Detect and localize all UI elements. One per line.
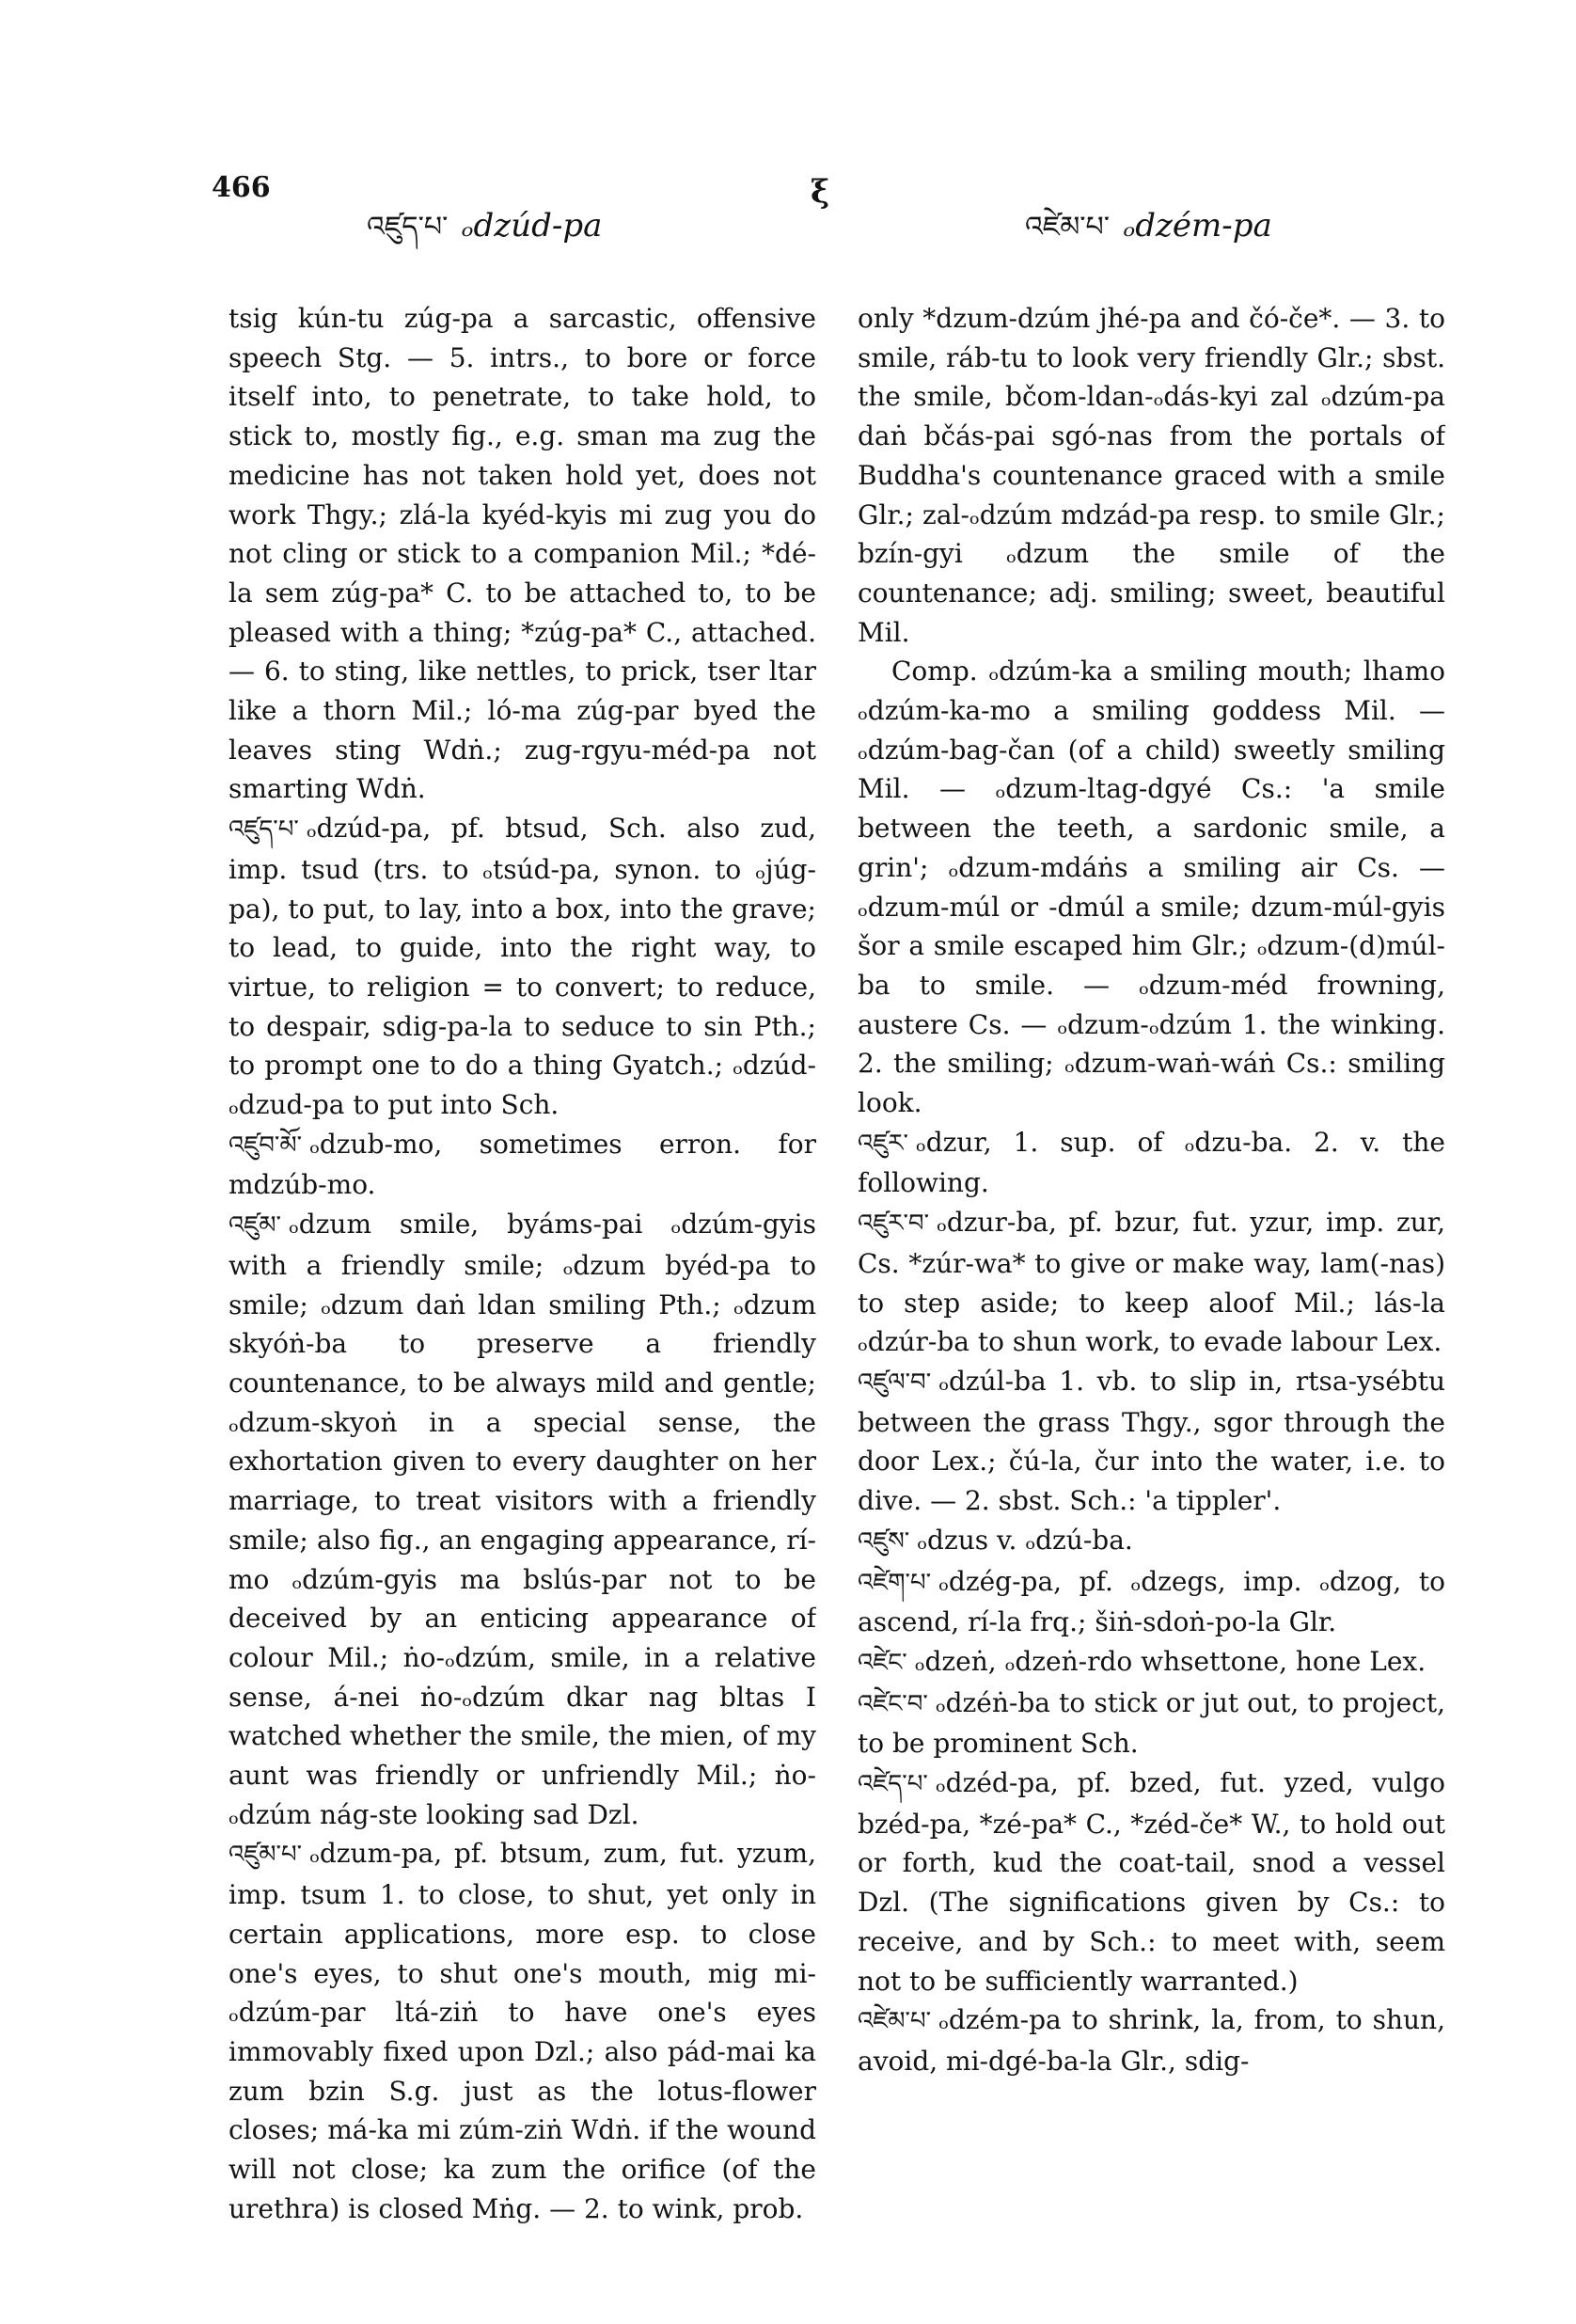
right-headword-tibetan: འཛེམ་པ་ (1025, 211, 1111, 244)
left-headword-transliteration: ₒdzúd-pa (461, 207, 603, 245)
left-column (229, 299, 816, 2274)
dictionary-entry: འཛེམ་པ་ ₒdzém-pa to shrink, la, from, to shun, avoid, mi-dgé-ba-la Glr., sdig- (858, 2004, 1445, 2077)
dictionary-entry: འཛུམ་ ₒdzum smile, byáms-pai ₒdzúm-gyis with a friendly smile; ₒdzum byéd-pa to smile; ₒdzum daṅ ldan smiling Pth.; ₒdzum skyóṅ-ba to preserve a friendly countenance, to be always mild and gentle; ₒdzum-skyoṅ in a special sense, the exhortation given to every daughter on her marriage, to treat visitors with a friendly smile; also fig., an engaging appearance, rí-mo ₒdzúm-gyis ma bslús-par not to be deceived by an enticing appearance of colour Mil.; ṅo-ₒdzúm, smile, in a relative sense, á-nei ṅo-ₒdzúm dkar nag bltas I watched whether the smile, the mien, of my aunt was friendly or unfriendly Mil.; ṅo-ₒdzúm nág-ste looking sad Dzl. (229, 1209, 816, 1830)
dictionary-entry: འཛུས་ ₒdzus v. ₒdzú-ba. (858, 1524, 1133, 1556)
dictionary-entry: འཛེང་ ₒdzeṅ, ₒdzeṅ-rdo whsettone, hone Lex. (858, 1645, 1426, 1677)
dictionary-entry: འཛེང་བ་ ₒdzéṅ-ba to stick or jut out, to project, to be prominent Sch. (858, 1686, 1445, 1760)
left-headword-tibetan: འཛུད་པ་ (367, 211, 449, 244)
entry-tibetan-headword: འཛུམ་པ་ (229, 1841, 303, 1870)
dictionary-entry: འཛུབ་མོ་ ₒdzub-mo, sometimes erron. for mdzúb-mo. (229, 1128, 816, 1201)
dictionary-entry: འཛུད་པ་ ₒdzúd-pa, pf. btsud, Sch. also zud, imp. tsud (trs. to ₒtsúd-pa, synon. to ₒjúg-pa), to put, to lay, into a box, into the grave; to lead, to guide, into the right way, to virtue, to religion = to convert; to reduce, to despair, sdig-pa-la to seduce to sin Pth.; to prompt one to do a thing Gyatch.; ₒdzúd-ₒdzud-pa to put into Sch. (229, 813, 816, 1121)
dictionary-entry: འཛུལ་བ་ ₒdzúl-ba 1. vb. to slip in, rtsa-ysébtu between the grass Thgy., sgor through the door Lex.; čú-la, čur into the water, i.e. to dive. — 2. sbst. Sch.: 'a tippler'. (858, 1365, 1445, 1517)
entry-tibetan-headword: འཛེད་པ་ (858, 1770, 928, 1799)
entry-tibetan-headword: འཛུར་བ་ (858, 1209, 930, 1239)
right-running-headword (1025, 196, 1272, 275)
entry-tibetan-headword: འཛེང་ (858, 1648, 907, 1677)
dictionary-entry: འཛེད་པ་ ₒdzéd-pa, pf. bzed, fut. yzed, vulgo bzéd-pa, *zé-pa* C., *zéd-če* W., to hold out or forth, kud the coat-tail, snod a vessel Dzl. (The significations given by Cs.: to receive, and by Sch.: to meet with, seem not to be sufficiently warranted.) (858, 1767, 1445, 1997)
section-letter-mark: ξ (811, 173, 830, 211)
dictionary-entry: འཛུར་ ₒdzur, 1. sup. of ₒdzu-ba. 2. v. the following. (858, 1126, 1445, 1199)
dictionary-entry: འཛེག་པ་ ₒdzég-pa, pf. ₒdzegs, imp. ₒdzog, to ascend, rí-la frq.; šiṅ-sdoṅ-po-la Glr. (858, 1565, 1445, 1638)
entry-continuation: tsig kún-tu zúg-pa a sarcastic, offensive speech Stg. — 5. intrs., to bore or force itself into, to penetrate, to take hold, to stick to, mostly fig., e.g. sman ma zug the medicine has not taken hold yet, does not work Thgy.; zlá-la kyéd-kyis mi zug you do not cling or stick to a companion Mil.; *dé-la sem zúg-pa* C. to be attached to, to be pleased with a thing; *zúg-pa* C., attached. — 6. to sting, like nettles, to prick, tser ltar like a thorn Mil.; ló-ma zúg-par byed the leaves sting Wdṅ.; zug-rgyu-méd-pa not smarting Wdṅ. (229, 303, 816, 805)
entry-tibetan-headword: འཛུས་ (858, 1526, 910, 1556)
page-number: 466 (212, 171, 271, 204)
entry-tibetan-headword: འཛེག་པ་ (858, 1568, 932, 1597)
entry-tibetan-headword: འཛེང་བ་ (858, 1689, 928, 1718)
entry-continuation: only *dzum-dzúm jhé-pa and čó-če*. — 3. to smile, ráb-tu to look very friendly Glr.; sbst. the smile, bčom-ldan-ₒdás-kyi zal ₒdzúm-pa daṅ bčás-pai sgó-nas from the portals of Buddha's countenance graced with a smile Glr.; zal-ₒdzúm mdzád-pa resp. to smile Glr.; bzín-gyi ₒdzum the smile of the countenance; adj. smiling; sweet, beautiful Mil. (858, 303, 1445, 648)
page-header (0, 167, 1576, 243)
entry-tibetan-headword: འཛེམ་པ་ (858, 2007, 932, 2036)
entry-tibetan-headword: འཛུར་ (858, 1129, 908, 1158)
entry-tibetan-headword: འཛུད་པ་ (229, 815, 299, 845)
entry-tibetan-headword: འཛུམ་ (229, 1211, 281, 1241)
compounds-paragraph: Comp. ₒdzúm-ka a smiling mouth; lhamo ₒdzúm-ka-mo a smiling goddess Mil. — ₒdzúm-bag-čan (of a child) sweetly smiling Mil. — ₒdzum-ltag-dgyé Cs.: 'a smile between the teeth, a sardonic smile, a grin'; ₒdzum-mdáṅs a smiling air Cs. — ₒdzum-múl or -dmúl a smile; dzum-múl-gyis šor a smile escaped him Glr.; ₒdzum-(d)múl-ba to smile. — ₒdzum-méd frowning, austere Cs. — ₒdzum-ₒdzúm 1. the winking. 2. the smiling; ₒdzum-waṅ-wáṅ Cs.: smiling look. (858, 656, 1445, 1119)
right-column (858, 299, 1445, 2274)
entry-tibetan-headword: འཛུབ་མོ་ (229, 1130, 303, 1160)
left-running-headword (367, 196, 602, 275)
right-headword-transliteration: ₒdzém-pa (1123, 207, 1272, 245)
dictionary-entry: འཛུར་བ་ ₒdzur-ba, pf. bzur, fut. yzur, imp. zur, Cs. *zúr-wa* to give or make way, lam(-nas) to step aside; to keep aloof Mil.; lás-la ₒdzúr-ba to shun work, to evade labour Lex. (858, 1207, 1445, 1358)
dictionary-entry: འཛུམ་པ་ ₒdzum-pa, pf. btsum, zum, fut. yzum, imp. tsum 1. to close, to shut, yet only in certain applications, more esp. to close one's eyes, to shut one's mouth, mig mi-ₒdzúm-par ltá-ziṅ to have one's eyes immovably fixed upon Dzl.; also pád-mai ka zum bzin S.g. just as the lotus-flower closes; má-ka mi zúm-ziṅ Wdṅ. if the wound will not close; ka zum the orifice (of the urethra) is closed Mṅg. — 2. to wink, prob. (229, 1838, 816, 2224)
entry-tibetan-headword: འཛུལ་བ་ (858, 1368, 932, 1397)
